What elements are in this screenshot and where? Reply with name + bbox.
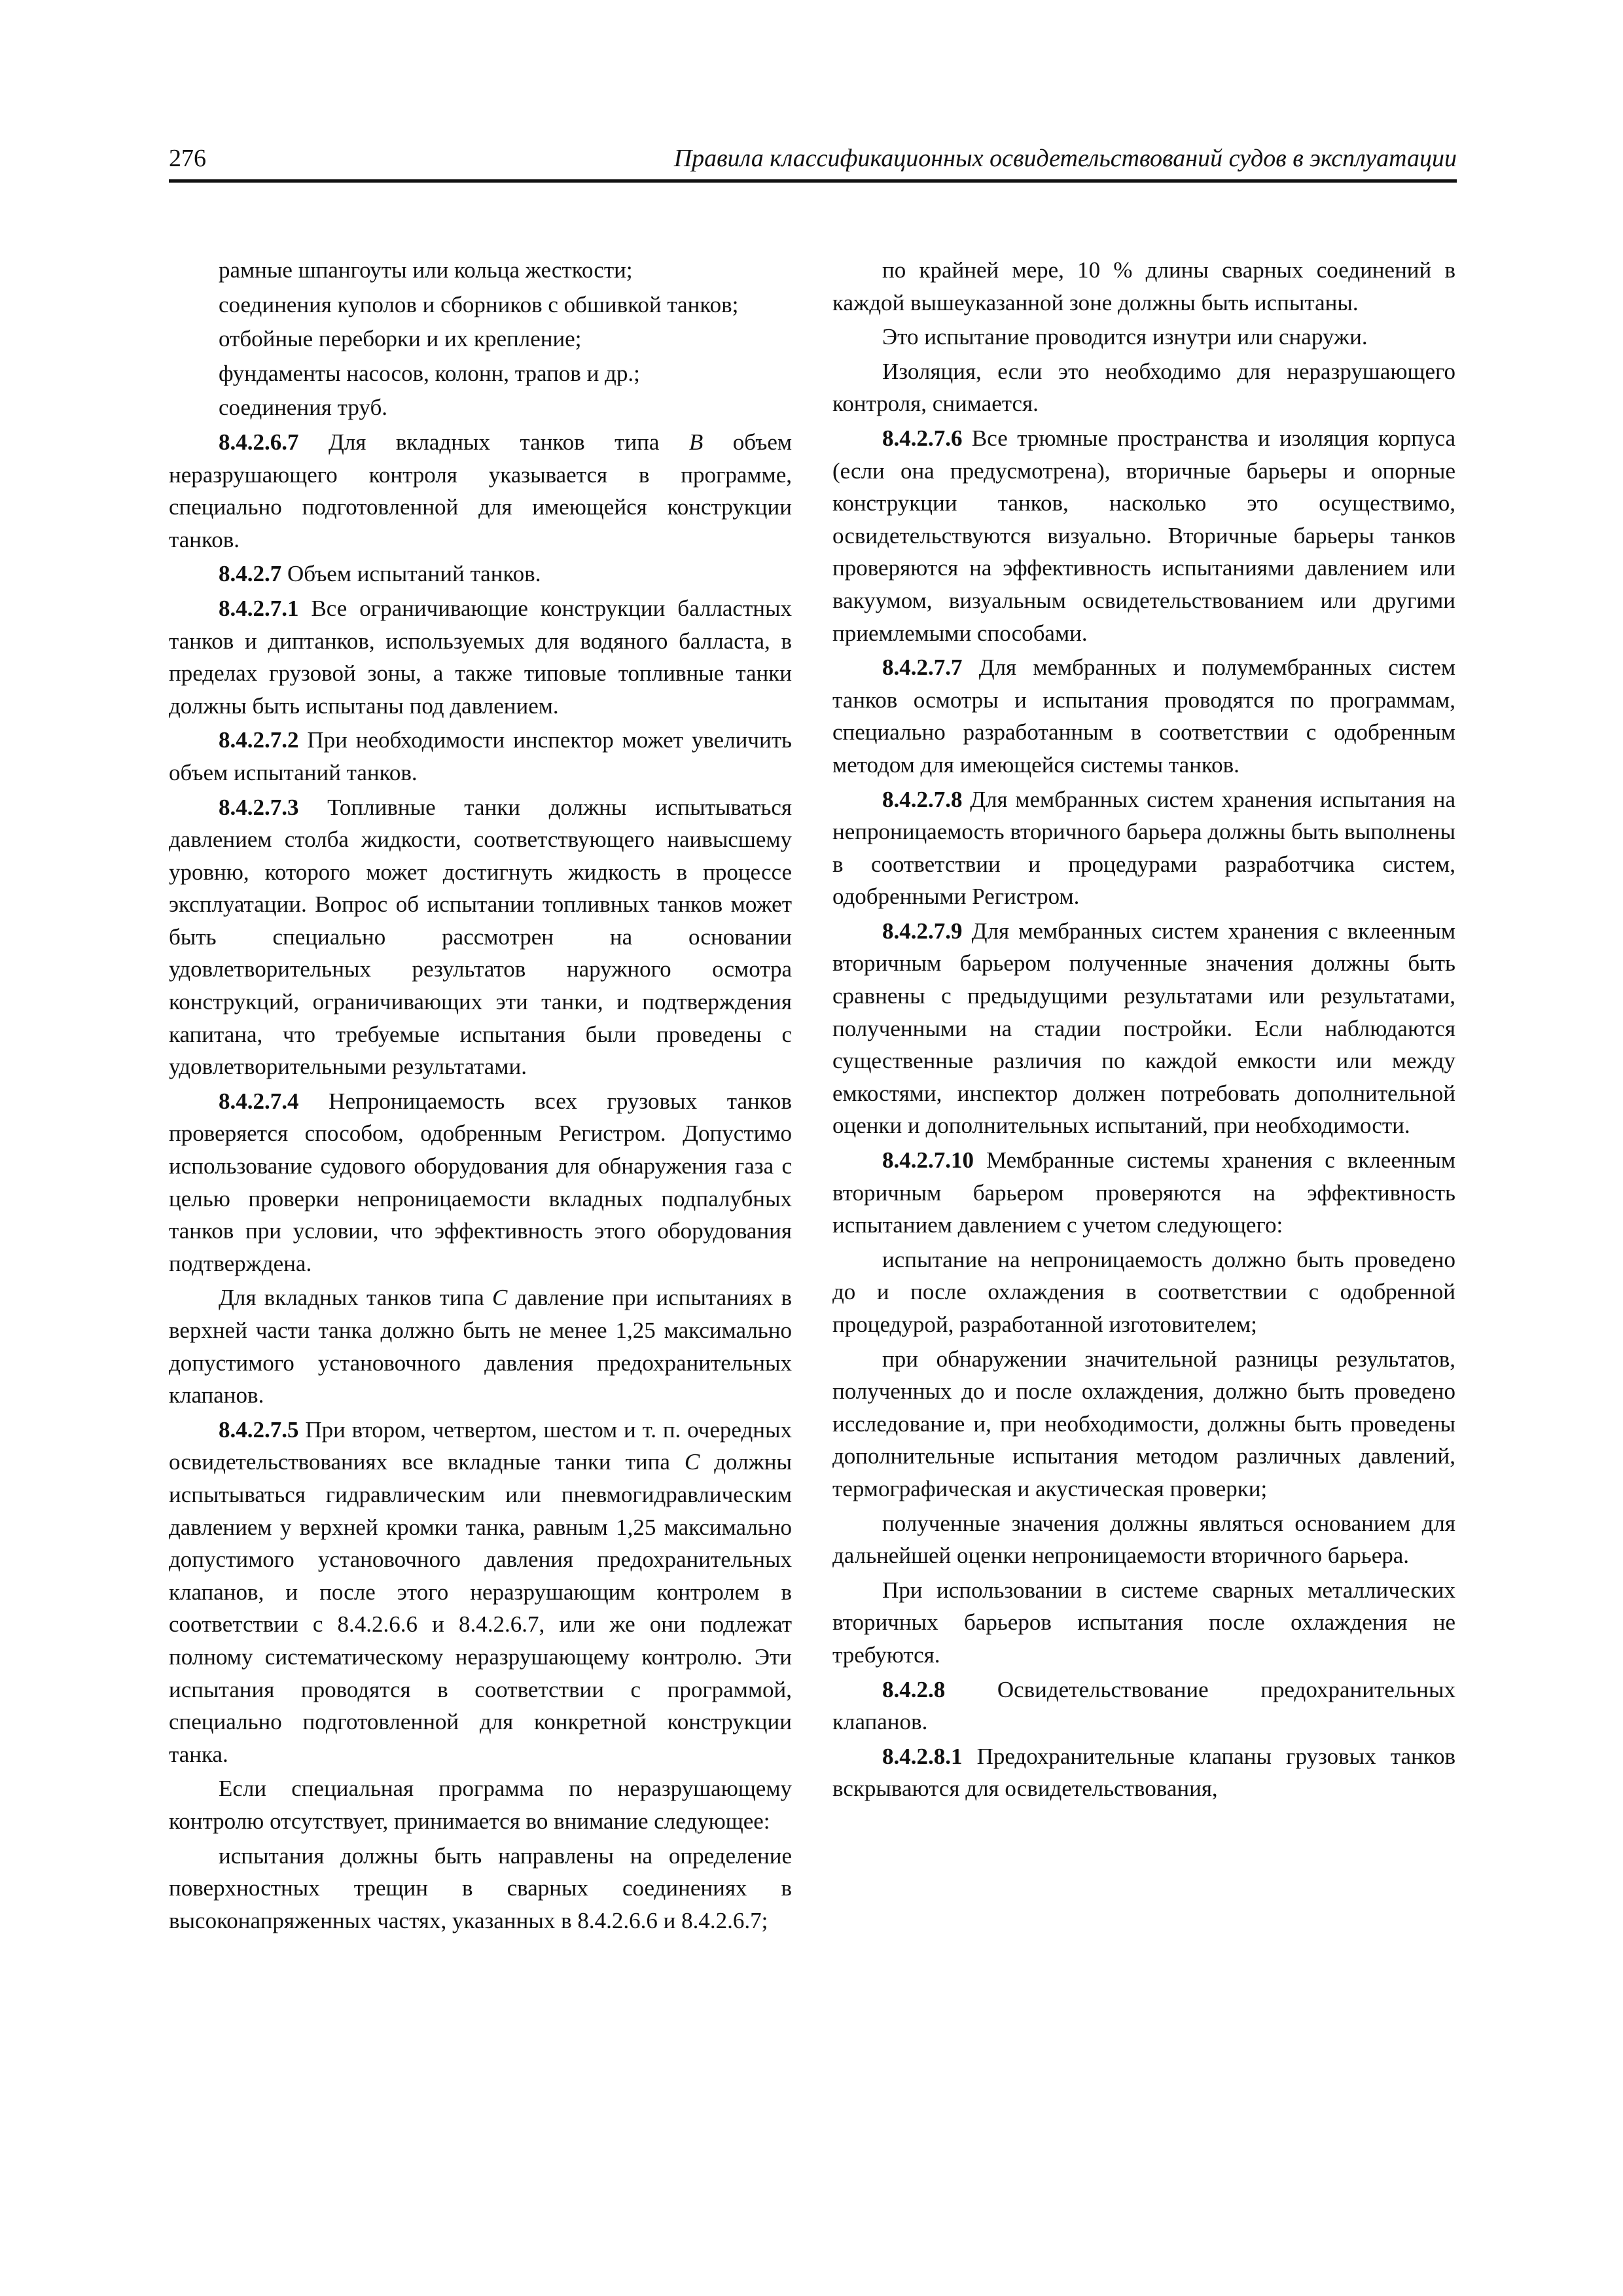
- paragraph: рамные шпангоуты или кольца жесткости;: [219, 257, 633, 283]
- section-number: 8.4.2.7.8: [882, 786, 963, 812]
- paragraph: 8.4.2.7 Объем испытаний танков.: [219, 561, 541, 587]
- section-number: 8.4.2.7.9: [882, 918, 963, 944]
- paragraph: Изоляция, если это необходимо для неразрушающего контроля, снимается.: [832, 358, 1455, 417]
- paragraph: 8.4.2.7.7 Для мембранных и полумембранных систем танков осмотры и испытания проводятся по программам, специально разработанным в соответствии с одобренным методом для имеющейся системы танков.: [832, 655, 1455, 778]
- paragraph: 8.4.2.8 Освидетельствование предохранительных клапанов.: [832, 1676, 1455, 1735]
- section-number: 8.4.2.7.4: [219, 1088, 299, 1114]
- section-number: 8.4.2.7.6: [882, 425, 963, 451]
- paragraph: 8.4.2.7.5 При втором, четвертом, шестом и т. п. очередных освидетельствованиях все вкладные танки типа C должны испытываться гидравлическим или пневмогидравлическим давлением у верхней кромки танка, равным 1,25 максимально допустимого установочного давления предохранительных клапанов, и после этого неразрушающим контролем в соответствии с 8.4.2.6.6 и 8.4.2.6.7, или же они подлежат полному систематическому неразрушающему контролю. Эти испытания проводятся в соответствии с программой, специально подготовленной для конкретной конструкции танка.: [169, 1416, 792, 1767]
- paragraph: соединения куполов и сборников с обшивкой танков;: [219, 291, 739, 317]
- paragraph: Если специальная программа по неразрушающему контролю отсутствует, принимается во внимание следующее:: [169, 1776, 792, 1834]
- paragraph: 8.4.2.7.8 Для мембранных систем хранения испытания на непроницаемость вторичного барьера должны быть выполнены в соответствии и процедурами разработчика систем, одобренными Регистром.: [832, 786, 1455, 910]
- section-number: 8.4.2.8.1: [882, 1743, 963, 1769]
- paragraph: испытание на непроницаемость должно быть проведено до и после охлаждения в соответствии с одобренной процедурой, разработанной изготовителем;: [832, 1246, 1455, 1337]
- paragraph: при обнаружении значительной разницы результатов, полученных до и после охлаждения, должно быть проведено исследование и, при необходимости, должны быть проведены дополнительные испытания методом различных давлений, термографическая и акустическая проверки;: [832, 1346, 1455, 1501]
- page-header: [169, 143, 1457, 183]
- section-number: 8.4.2.6.7: [219, 429, 299, 455]
- paragraph: 8.4.2.7.6 Все трюмные пространства и изоляция корпуса (если она предусмотрена), вторичные барьеры и опорные конструкции танков, насколько это осуществимо, освидетельствуются визуально. Вторичные барьеры танков проверяются на эффективность испытаниями давлением или вакуумом, визуальным освидетельствованием или другими приемлемыми способами.: [832, 425, 1455, 646]
- paragraph: полученные значения должны являться основанием для дальнейшей оценки непроницаемости вторичного барьера.: [832, 1510, 1455, 1569]
- running-title: Правила классификационных освидетельствований судов в эксплуатации: [673, 145, 1457, 172]
- section-number: 8.4.2.7.1: [219, 595, 299, 621]
- right-column: [832, 254, 1455, 1807]
- paragraph: испытания должны быть направлены на определение поверхностных трещин в сварных соединениях в высоконапряженных частях, указанных в 8.4.2.6.6 и 8.4.2.6.7;: [169, 1842, 792, 1933]
- section-number: 8.4.2.8: [882, 1676, 946, 1702]
- page-number: 276: [169, 145, 206, 172]
- paragraph: Это испытание проводится изнутри или снаружи.: [882, 324, 1368, 350]
- paragraph: отбойные переборки и их крепление;: [219, 326, 582, 352]
- paragraph: 8.4.2.7.2 При необходимости инспектор может увеличить объем испытаний танков.: [169, 727, 792, 785]
- section-number: 8.4.2.7.2: [219, 727, 299, 753]
- section-number: 8.4.2.7.10: [882, 1147, 974, 1174]
- paragraph: При использовании в системе сварных металлических вторичных барьеров испытания после охлаждения не требуются.: [832, 1577, 1455, 1668]
- paragraph: Для вкладных танков типа C давление при испытаниях в верхней части танка должно быть не менее 1,25 максимально допустимого установочного давления предохранительных клапанов.: [169, 1285, 793, 1408]
- section-number: 8.4.2.7.7: [882, 655, 963, 681]
- paragraph: по крайней мере, 10 % длины сварных соединений в каждой вышеуказанной зоне должны быть испытаны.: [832, 257, 1455, 315]
- paragraph: 8.4.2.7.9 Для мембранных систем хранения с вклеенным вторичным барьером полученные значения должны быть сравнены с предыдущими результатами или результатами, полученными на стадии постройки. Если наблюдаются существенные различия по каждой емкости или между емкостями, инспектор должен потребовать дополнительной оценки и дополнительных испытаний, при необходимости.: [832, 918, 1455, 1139]
- paragraph: 8.4.2.6.7 Для вкладных танков типа B объем неразрушающего контроля указывается в программе, специально подготовленной для имеющейся конструкции танков.: [169, 429, 793, 552]
- section-number: 8.4.2.7.3: [219, 794, 299, 820]
- section-number: 8.4.2.7: [219, 561, 282, 587]
- paragraph: 8.4.2.7.3 Топливные танки должны испытываться давлением столба жидкости, соответствующего наивысшему уровню, которого может достигнуть жидкость в процессе эксплуатации. Вопрос об испытании топливных танков может быть специально рассмотрен на основании удовлетворительных результатов наружного осмотра конструкций, ограничивающих эти танки, и подтверждения капитана, что требуемые испытания были проведены с удовлетворительными результатами.: [169, 794, 792, 1080]
- paragraph: 8.4.2.8.1 Предохранительные клапаны грузовых танков вскрываются для освидетельствования,: [832, 1743, 1455, 1802]
- paragraph: 8.4.2.7.10 Мембранные системы хранения с вклеенным вторичным барьером проверяются на эффективность испытанием давлением с учетом следующего:: [832, 1147, 1455, 1238]
- paragraph: 8.4.2.7.1 Все ограничивающие конструкции балластных танков и диптанков, используемых для водяного балласта, в пределах грузовой зоны, а также типовые топливные танки должны быть испытаны под давлением.: [169, 595, 792, 719]
- section-number: 8.4.2.7.5: [219, 1416, 299, 1443]
- paragraph: соединения труб.: [219, 395, 388, 421]
- paragraph: фундаменты насосов, колонн, трапов и др.;: [219, 360, 640, 386]
- paragraph: 8.4.2.7.4 Непроницаемость всех грузовых танков проверяется способом, одобренным Регистром. Допустимо использование судового оборудования для обнаружения газа с целью проверки непроницаемости вкладных подпалубных танков при условии, что эффективность этого оборудования подтверждена.: [169, 1088, 792, 1276]
- left-column: [169, 254, 792, 1939]
